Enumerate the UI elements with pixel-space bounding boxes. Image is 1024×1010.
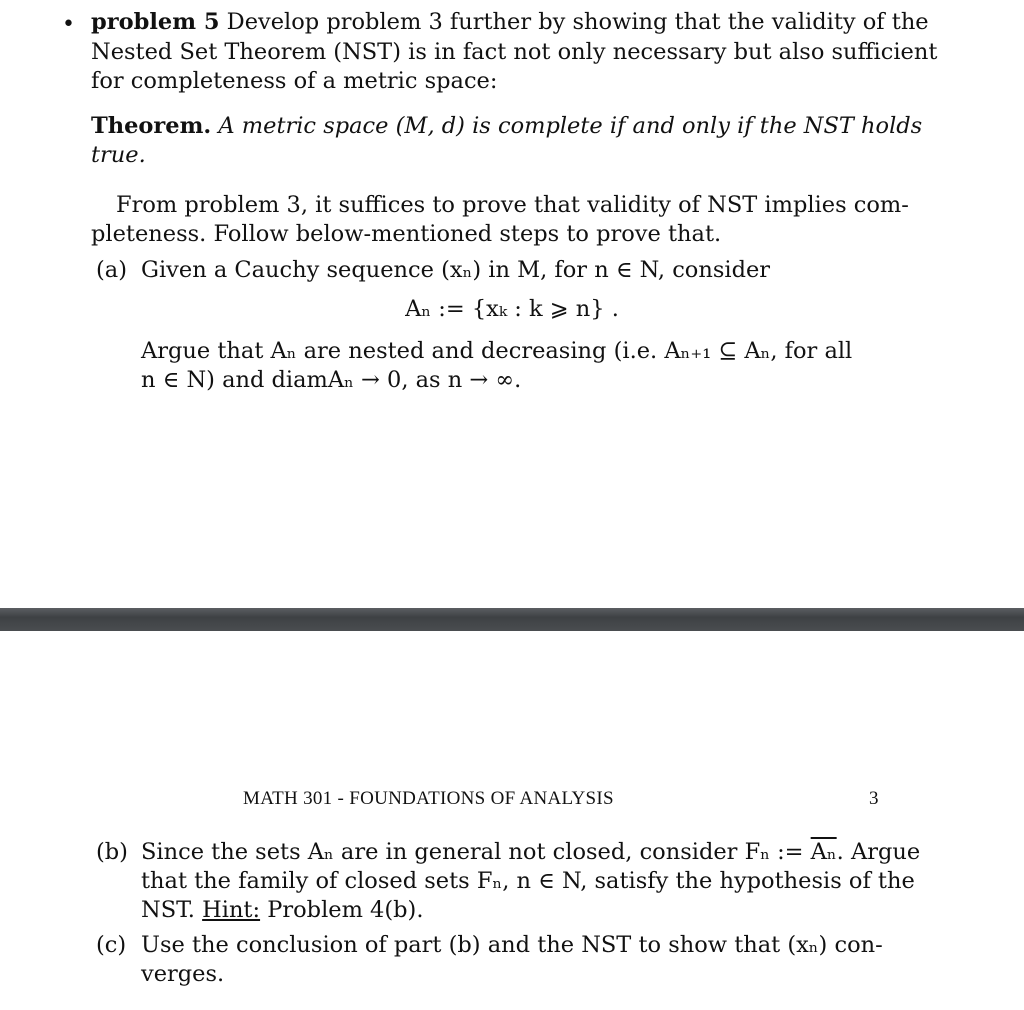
part-a-line-3: n ∈ N) and diamAₙ → 0, as n → ∞. <box>141 367 522 393</box>
running-header-title: MATH 301 - FOUNDATIONS OF ANALYSIS <box>243 788 614 809</box>
part-b-line-3-end: Problem 4(b). <box>267 897 424 923</box>
theorem-text-1: A metric space (M, d) is complete if and only if the NST holds <box>218 113 923 139</box>
hint-label: Hint: <box>202 897 261 923</box>
part-b-label: (b) <box>96 839 128 865</box>
problem-intro-3: for completeness of a metric space: <box>91 68 498 94</box>
theorem-text-2: true. <box>91 142 146 168</box>
theorem-label: Theorem. <box>91 113 212 139</box>
part-b-line-3-start: NST. <box>141 897 195 923</box>
bullet-marker: • <box>62 12 75 37</box>
paragraph-line-1: From problem 3, it suffices to prove that validity of NST implies com- <box>116 192 909 218</box>
part-b-line-1-end: . Argue <box>836 839 921 865</box>
part-c-line-1: Use the conclusion of part (b) and the NST to show that (xₙ) con- <box>141 932 883 958</box>
part-b-line-2: that the family of closed sets Fₙ, n ∈ N, satisfy the hypothesis of the <box>141 868 915 894</box>
page-number: 3 <box>869 788 879 809</box>
part-b-line-1 <box>141 838 920 867</box>
document-page-2 <box>0 631 1024 1010</box>
set-definition-equation: Aₙ := {xₖ : k ⩾ n} . <box>405 296 619 322</box>
part-b-line-1-text: Since the sets Aₙ are in general not closed, consider Fₙ := <box>141 839 804 865</box>
part-a-line-2: Argue that Aₙ are nested and decreasing (i.e. Aₙ₊₁ ⊆ Aₙ, for all <box>141 338 853 364</box>
part-c-label: (c) <box>96 932 127 958</box>
part-a-line-1: Given a Cauchy sequence (xₙ) in M, for n ∈ N, consider <box>141 257 771 283</box>
closure-symbol: $\overline{A_n}$ <box>810 839 837 865</box>
page-separator <box>0 608 1024 631</box>
problem-intro-1: Develop problem 3 further by showing that the validity of the <box>226 9 929 35</box>
part-c-line-2: verges. <box>141 961 225 987</box>
theorem-line-1 <box>91 112 922 141</box>
part-a-label: (a) <box>96 257 127 283</box>
problem-intro-2: Nested Set Theorem (NST) is in fact not only necessary but also sufficient <box>91 39 938 65</box>
part-b-line-3 <box>141 896 424 925</box>
problem-line-1 <box>91 8 929 37</box>
paragraph-line-2: pleteness. Follow below-mentioned steps to prove that. <box>91 221 722 247</box>
problem-label: problem 5 <box>91 9 220 35</box>
